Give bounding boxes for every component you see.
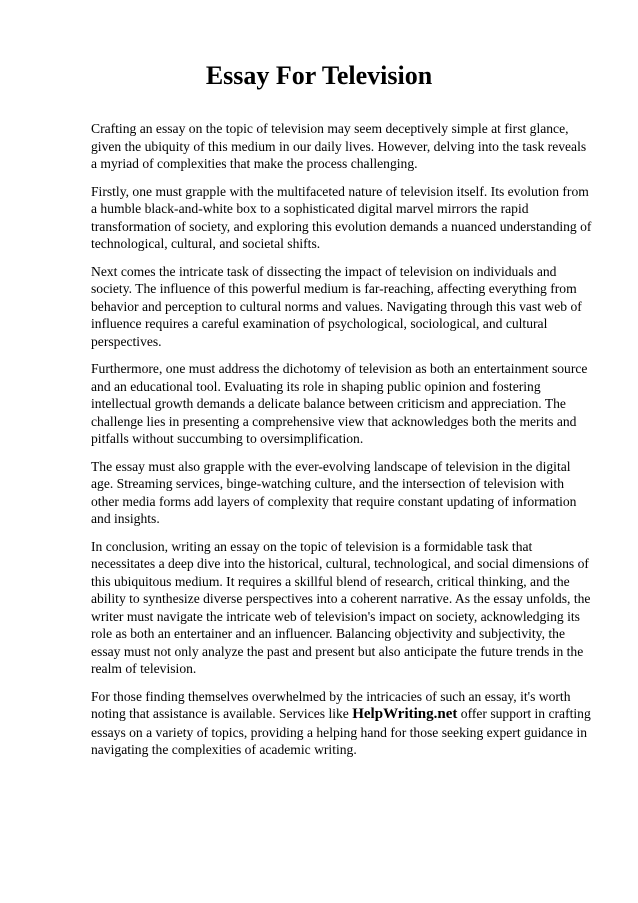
assistance-text-before: For those finding themselves overwhelmed by the intricacies of such an essay, it's worth noting that assistance is available. Services like xyxy=(91,688,571,721)
paragraph-evolution: Firstly, one must grapple with the multifaceted nature of television itself. Its evolution from a humble black-and-white box to a sophisticated digital marvel mirrors the rapid transformation of society, and exploring this evolution demands a nuanced understanding of technological, cultural, and societal shifts. xyxy=(91,183,592,251)
essay-title: Essay For Television xyxy=(205,61,433,90)
paragraph-assistance xyxy=(91,688,593,759)
assistance-text-after: offer support in crafting essays on a variety of topics, providing a helping hand for those seeking expert guidance in navigating the complexities of academic writing. xyxy=(91,706,591,757)
paragraph-conclusion: In conclusion, writing an essay on the topic of television is a formidable task that necessitates a deep dive into the historical, cultural, technological, and social dimensions of this ubiquitous medium. It requires a skillful blend of research, critical thinking, and the ability to synthesize diverse perspectives into a coherent narrative. As the essay unfolds, the writer must navigate the intricate web of television's impact on society, acknowledging its role as both an entertainer and an influencer. Balancing objectivity and subjectivity, the essay must not only analyze the past and present but also anticipate the future trends in the realm of television. xyxy=(91,538,591,676)
essay-body xyxy=(91,120,593,769)
paragraph-dichotomy: Furthermore, one must address the dichotomy of television as both an entertainment source and an educational tool. Evaluating its role in shaping public opinion and fostering intellectual growth demands a delicate balance between criticism and appreciation. The challenge lies in presenting a comprehensive view that acknowledges both the merits and pitfalls without succumbing to oversimplification. xyxy=(91,361,588,446)
paragraph-intro: Crafting an essay on the topic of television may seem deceptively simple at first glance, given the ubiquity of this medium in our daily lives. However, delving into the task reveals a myriad of complexities that make the process challenging. xyxy=(91,121,587,171)
paragraph-digital-age: The essay must also grapple with the ever-evolving landscape of television in the digital age. Streaming services, binge-watching culture, and the intersection of television with other media forms add layers of complexity that require constant updating of information and insights. xyxy=(91,458,577,526)
paragraph-impact: Next comes the intricate task of dissecting the impact of television on individuals and society. The influence of this powerful medium is far-reaching, affecting everything from behavior and perception to cultural norms and values. Navigating through this vast web of influence requires a careful examination of psychological, sociological, and cultural perspectives. xyxy=(91,263,582,349)
brand-name: HelpWriting.net xyxy=(352,706,458,722)
